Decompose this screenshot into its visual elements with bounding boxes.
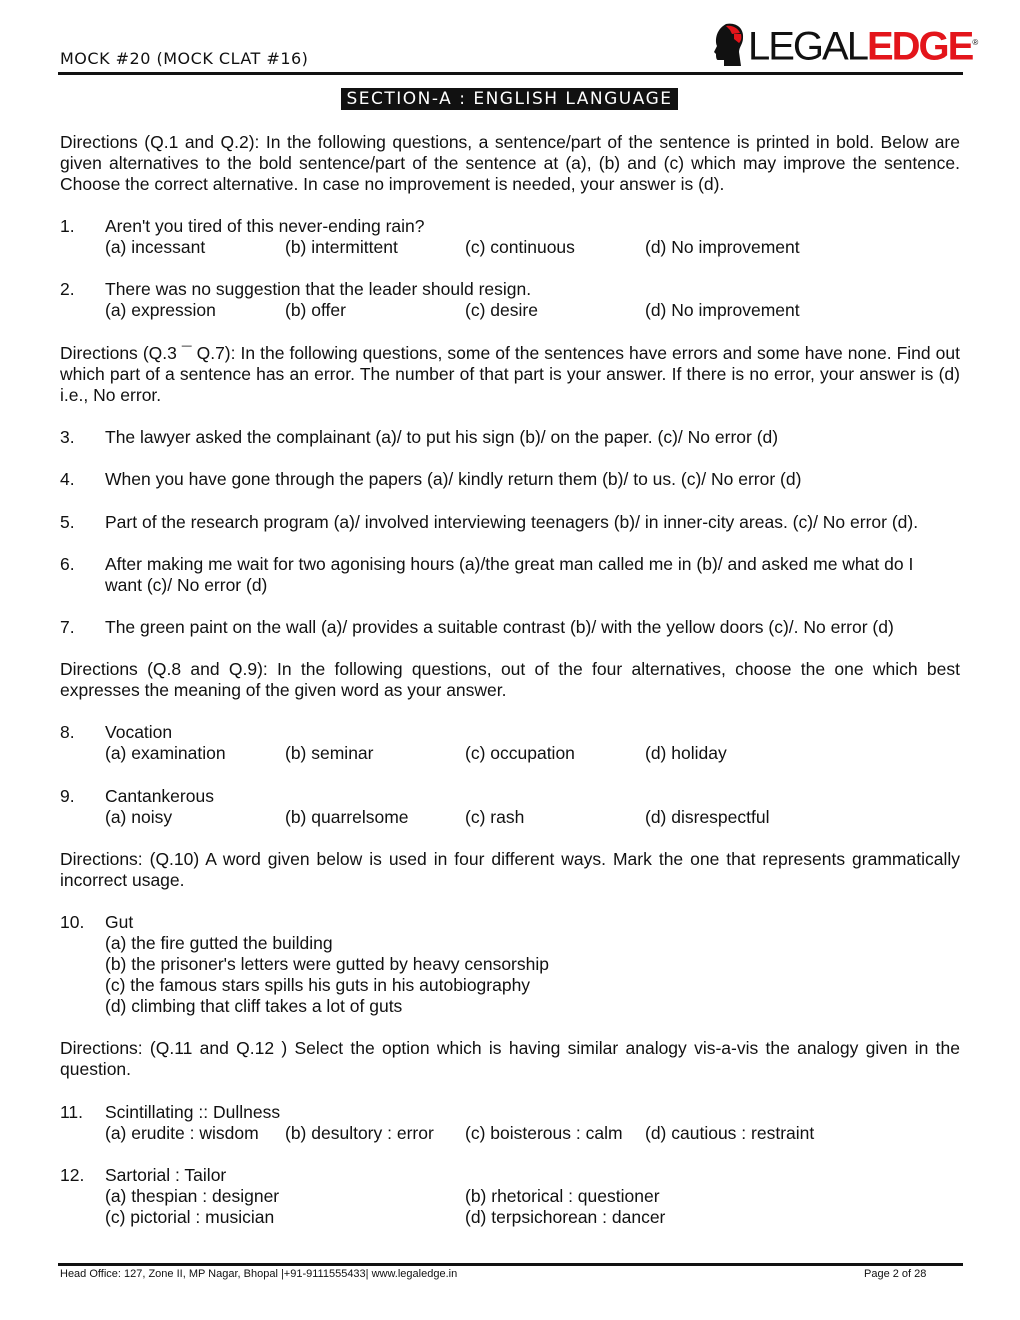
answer-option: (b) rhetorical : questioner bbox=[465, 1186, 660, 1206]
question-number: 2. bbox=[60, 279, 75, 299]
directions-text: Directions: (Q.10) A word given below is used in four different ways. Mark the one that represents grammatically incorrect usage. bbox=[60, 849, 960, 890]
question-text: Vocation bbox=[105, 722, 173, 742]
question-number: 8. bbox=[60, 722, 75, 742]
answer-option: (a) incessant bbox=[105, 237, 206, 257]
question-text: Sartorial : Tailor bbox=[105, 1165, 227, 1185]
answer-option: (b) offer bbox=[285, 300, 346, 320]
answer-option: (c) desire bbox=[465, 300, 538, 320]
answer-option: (a) the fire gutted the building bbox=[105, 933, 333, 953]
page-number: Page 2 of 28 bbox=[864, 1268, 927, 1280]
answer-option: (c) rash bbox=[465, 807, 525, 827]
answer-option: (d) holiday bbox=[645, 743, 727, 763]
directions-text: Directions (Q.1 and Q.2): In the following questions, a sentence/part of the sentence is printed in bold. Below are given alternatives to the bold sentence/part of the sentence at (a), (b) and (c) which may improve the sentence. Choose the correct alternative. In case no improvement is needed, your answer is (d). bbox=[60, 132, 960, 194]
answer-option: (d) climbing that cliff takes a lot of guts bbox=[105, 996, 403, 1016]
answer-option: (b) seminar bbox=[285, 743, 374, 763]
question-text: Scintillating :: Dullness bbox=[105, 1102, 281, 1122]
section-title: SECTION-A : ENGLISH LANGUAGE bbox=[341, 88, 678, 110]
question-text: Aren't you tired of this never-ending rain? bbox=[105, 216, 425, 236]
answer-option: (d) cautious : restraint bbox=[645, 1123, 815, 1143]
registered-mark: ® bbox=[972, 38, 979, 47]
header-rule bbox=[58, 72, 963, 75]
question-number: 1. bbox=[60, 216, 75, 236]
question-number: 7. bbox=[60, 617, 75, 637]
answer-option: (c) continuous bbox=[465, 237, 575, 257]
answer-option: (b) the prisoner's letters were gutted by heavy censorship bbox=[105, 954, 549, 974]
answer-option: (b) desultory : error bbox=[285, 1123, 434, 1143]
answer-option: (b) intermittent bbox=[285, 237, 398, 257]
answer-option: (d) disrespectful bbox=[645, 807, 770, 827]
question-number: 10. bbox=[60, 912, 85, 932]
question-number: 9. bbox=[60, 786, 75, 806]
logo-text-edge: EDGE bbox=[866, 24, 973, 69]
question-text: Part of the research program (a)/ involved interviewing teenagers (b)/ in inner-city areas. (c)/ No error (d). bbox=[105, 512, 919, 532]
answer-option: (c) occupation bbox=[465, 743, 575, 763]
answer-option: (d) terpsichorean : dancer bbox=[465, 1207, 666, 1227]
answer-option: (a) examination bbox=[105, 743, 226, 763]
legaledge-logo bbox=[712, 22, 979, 69]
question-text-continued: want (c)/ No error (d) bbox=[105, 575, 268, 595]
footer-address: Head Office: 127, Zone II, MP Nagar, Bhopal |+91-9111555433| www.legaledge.in bbox=[60, 1268, 458, 1280]
answer-option: (b) quarrelsome bbox=[285, 807, 409, 827]
answer-option: (a) erudite : wisdom bbox=[105, 1123, 259, 1143]
question-number: 3. bbox=[60, 427, 75, 447]
directions-text: Directions (Q.8 and Q.9): In the following questions, out of the four alternatives, choose the one which best expresses the meaning of the given word as your answer. bbox=[60, 659, 960, 700]
answer-option: (c) the famous stars spills his guts in his autobiography bbox=[105, 975, 531, 995]
question-number: 12. bbox=[60, 1165, 85, 1185]
question-text: The lawyer asked the complainant (a)/ to put his sign (b)/ on the paper. (c)/ No error (d) bbox=[105, 427, 779, 447]
question-number: 4. bbox=[60, 469, 75, 489]
question-text: When you have gone through the papers (a)/ kindly return them (b)/ to us. (c)/ No error (d) bbox=[105, 469, 802, 489]
question-text: The green paint on the wall (a)/ provides a suitable contrast (b)/ with the yellow doors (c)/. No error (d) bbox=[105, 617, 894, 637]
answer-option: (a) expression bbox=[105, 300, 216, 320]
test-title: MOCK #20 (MOCK CLAT #16) bbox=[60, 49, 309, 68]
question-number: 5. bbox=[60, 512, 75, 532]
directions-text: Directions (Q.3 ¯ Q.7): In the following questions, some of the sentences have errors and some have none. Find out which part of a sentence has an error. The number of that part is your answer. If there is no error, your answer is (d) i.e., No error. bbox=[60, 343, 960, 405]
answer-option: (a) thespian : designer bbox=[105, 1186, 280, 1206]
question-text: Cantankerous bbox=[105, 786, 214, 806]
question-number: 6. bbox=[60, 554, 75, 574]
question-text: After making me wait for two agonising hours (a)/the great man called me in (b)/ and asked me what do I bbox=[105, 554, 914, 574]
head-silhouette-icon bbox=[712, 22, 746, 68]
question-text: There was no suggestion that the leader should resign. bbox=[105, 279, 532, 299]
answer-option: (d) No improvement bbox=[645, 300, 800, 320]
answer-option: (d) No improvement bbox=[645, 237, 800, 257]
logo-text-legal: LEGAL bbox=[748, 24, 867, 69]
question-text: Gut bbox=[105, 912, 134, 932]
footer-rule bbox=[58, 1263, 963, 1266]
answer-option: (c) pictorial : musician bbox=[105, 1207, 275, 1227]
answer-option: (a) noisy bbox=[105, 807, 173, 827]
answer-option: (c) boisterous : calm bbox=[465, 1123, 623, 1143]
question-number: 11. bbox=[60, 1102, 84, 1122]
directions-text: Directions: (Q.11 and Q.12 ) Select the option which is having similar analogy vis-a-vis the analogy given in the question. bbox=[60, 1038, 960, 1079]
